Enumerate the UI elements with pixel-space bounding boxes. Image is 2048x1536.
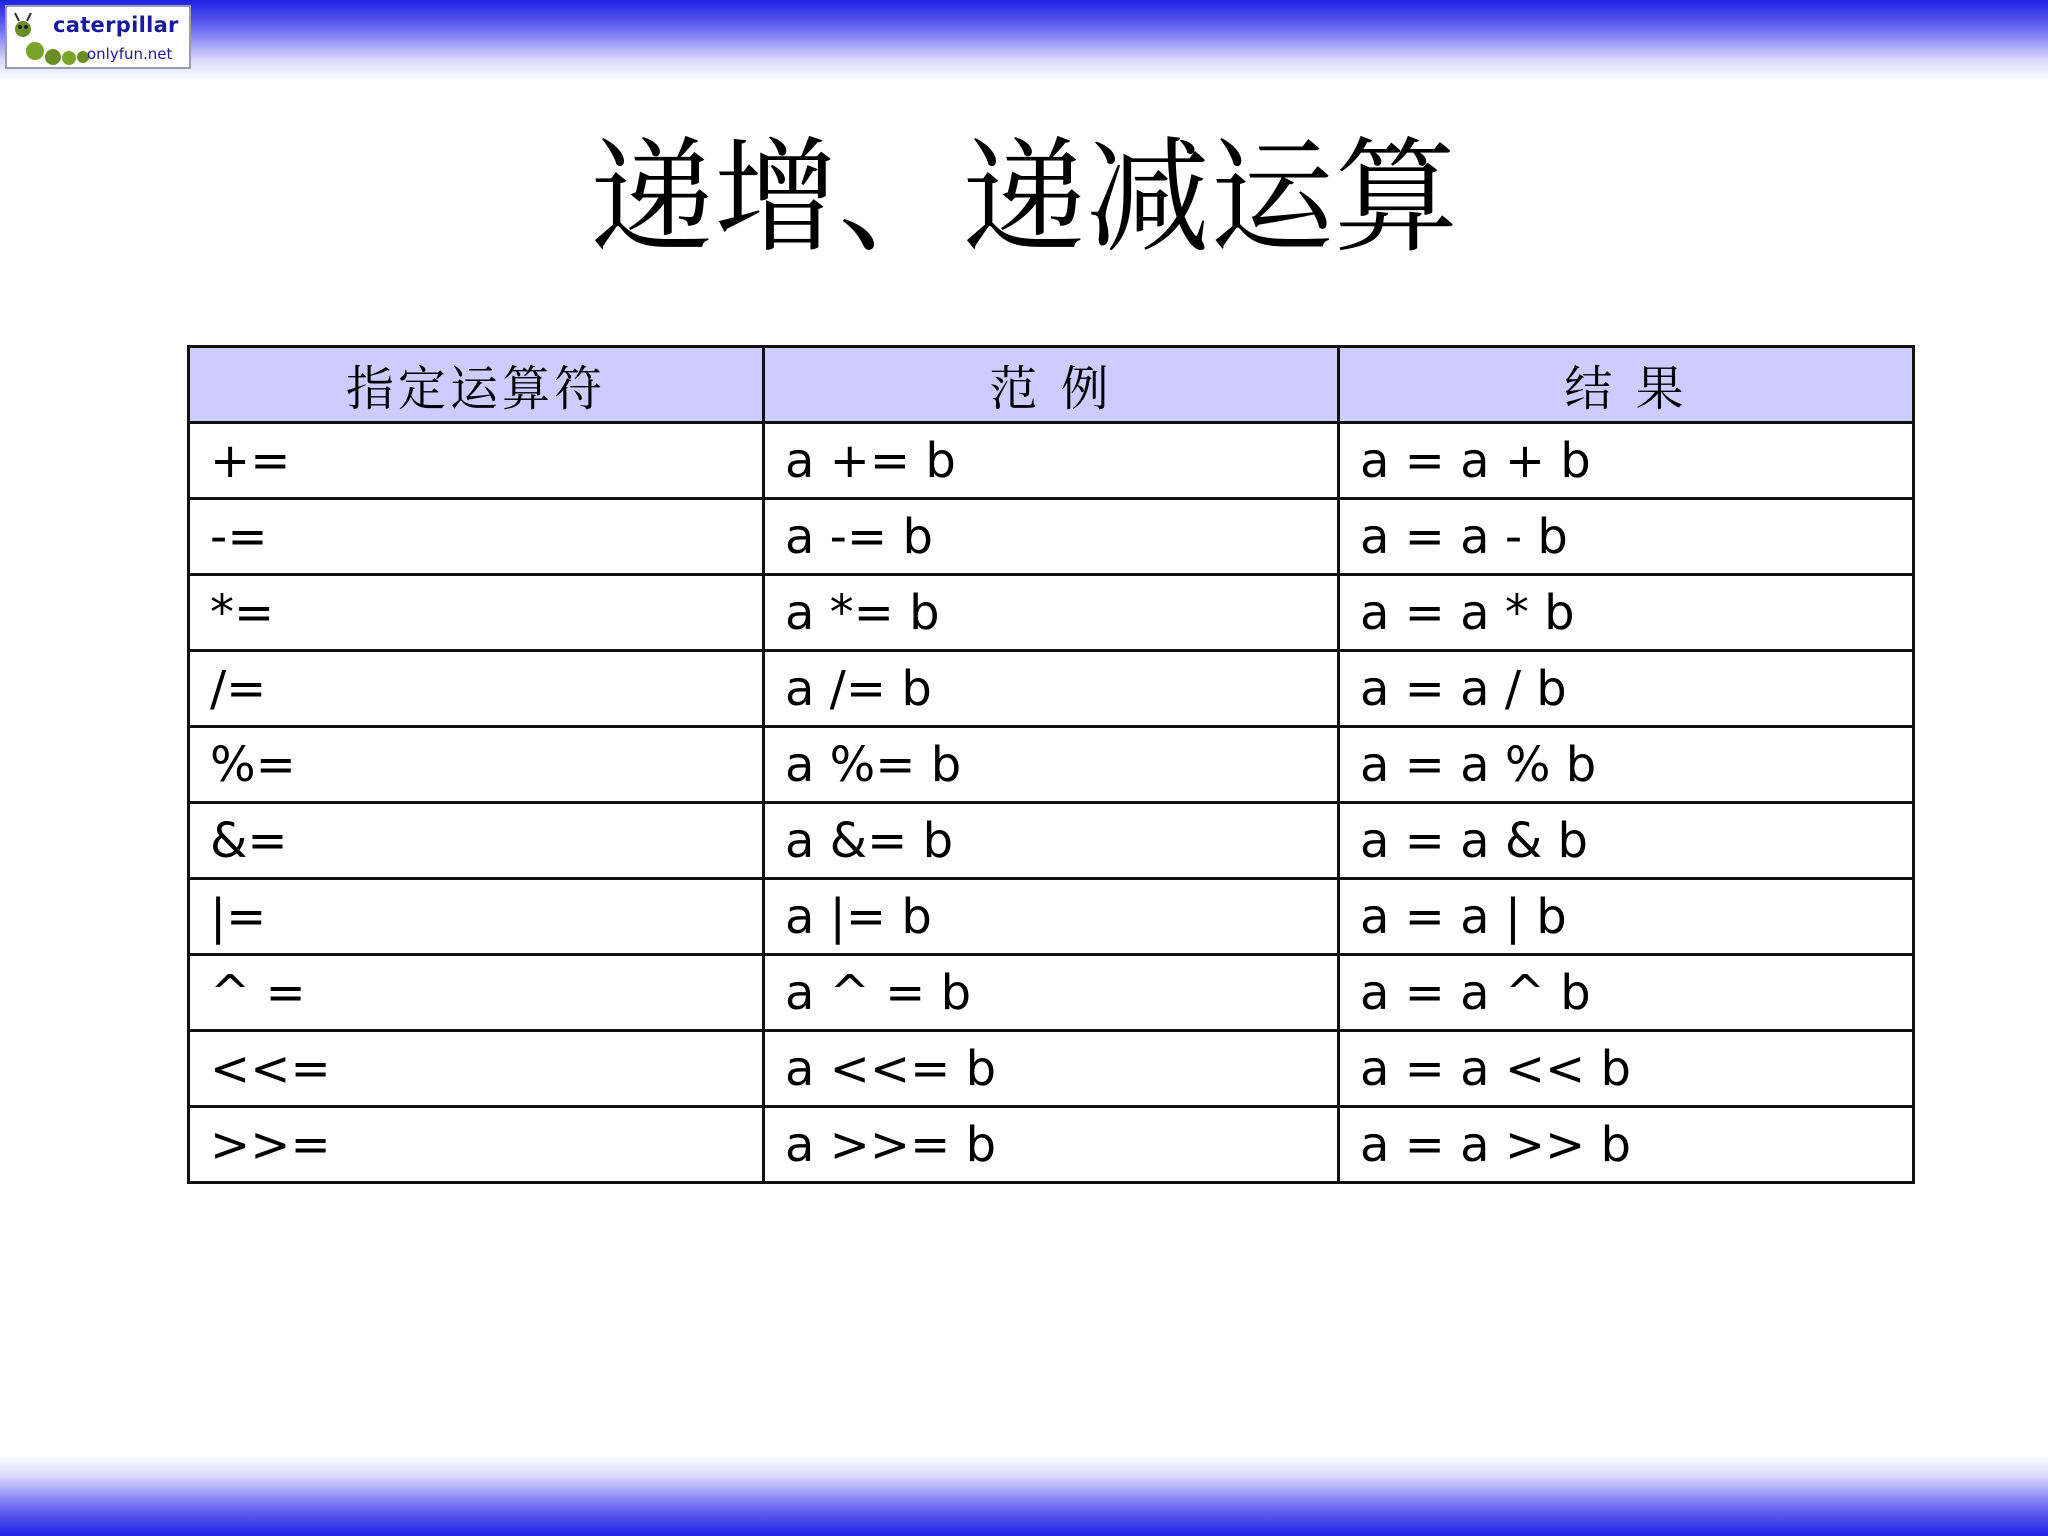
operator-cell: <<= <box>189 1031 764 1107</box>
example-cell: a |= b <box>764 879 1339 955</box>
example-cell: a += b <box>764 423 1339 499</box>
table-row <box>189 879 1914 955</box>
result-cell: a = a % b <box>1339 727 1914 803</box>
result-cell: a = a * b <box>1339 575 1914 651</box>
header-operator: 指定运算符 <box>189 347 764 423</box>
example-cell: a -= b <box>764 499 1339 575</box>
header-example: 范 例 <box>764 347 1339 423</box>
result-cell: a = a | b <box>1339 879 1914 955</box>
result-cell: a = a << b <box>1339 1031 1914 1107</box>
logo-brand-text: caterpillar <box>53 13 179 37</box>
result-cell: a = a ^ b <box>1339 955 1914 1031</box>
caterpillar-logo <box>5 5 191 69</box>
table-header-row <box>189 347 1914 423</box>
example-cell: a >>= b <box>764 1107 1339 1183</box>
operator-cell: %= <box>189 727 764 803</box>
operator-cell: &= <box>189 803 764 879</box>
bottom-gradient-band <box>0 1456 2048 1536</box>
result-cell: a = a - b <box>1339 499 1914 575</box>
operator-cell: *= <box>189 575 764 651</box>
table-row <box>189 727 1914 803</box>
header-result: 结 果 <box>1339 347 1914 423</box>
table-row <box>189 955 1914 1031</box>
logo-site-text: onlyfun.net <box>87 45 173 63</box>
result-cell: a = a & b <box>1339 803 1914 879</box>
example-cell: a ^ = b <box>764 955 1339 1031</box>
example-cell: a &= b <box>764 803 1339 879</box>
table-row <box>189 575 1914 651</box>
result-cell: a = a / b <box>1339 651 1914 727</box>
example-cell: a %= b <box>764 727 1339 803</box>
table-row <box>189 1107 1914 1183</box>
table-row <box>189 499 1914 575</box>
operator-cell: ^ = <box>189 955 764 1031</box>
operator-cell: |= <box>189 879 764 955</box>
operator-cell: += <box>189 423 764 499</box>
operator-cell: /= <box>189 651 764 727</box>
example-cell: a *= b <box>764 575 1339 651</box>
operator-cell: >>= <box>189 1107 764 1183</box>
table-row <box>189 423 1914 499</box>
operator-cell: -= <box>189 499 764 575</box>
table-row <box>189 651 1914 727</box>
example-cell: a /= b <box>764 651 1339 727</box>
result-cell: a = a + b <box>1339 423 1914 499</box>
result-cell: a = a >> b <box>1339 1107 1914 1183</box>
top-gradient-band <box>0 0 2048 80</box>
operator-table <box>187 345 1915 1184</box>
example-cell: a <<= b <box>764 1031 1339 1107</box>
table-row <box>189 803 1914 879</box>
slide-title: 递增、递减运算 <box>589 126 1458 270</box>
table-row <box>189 1031 1914 1107</box>
